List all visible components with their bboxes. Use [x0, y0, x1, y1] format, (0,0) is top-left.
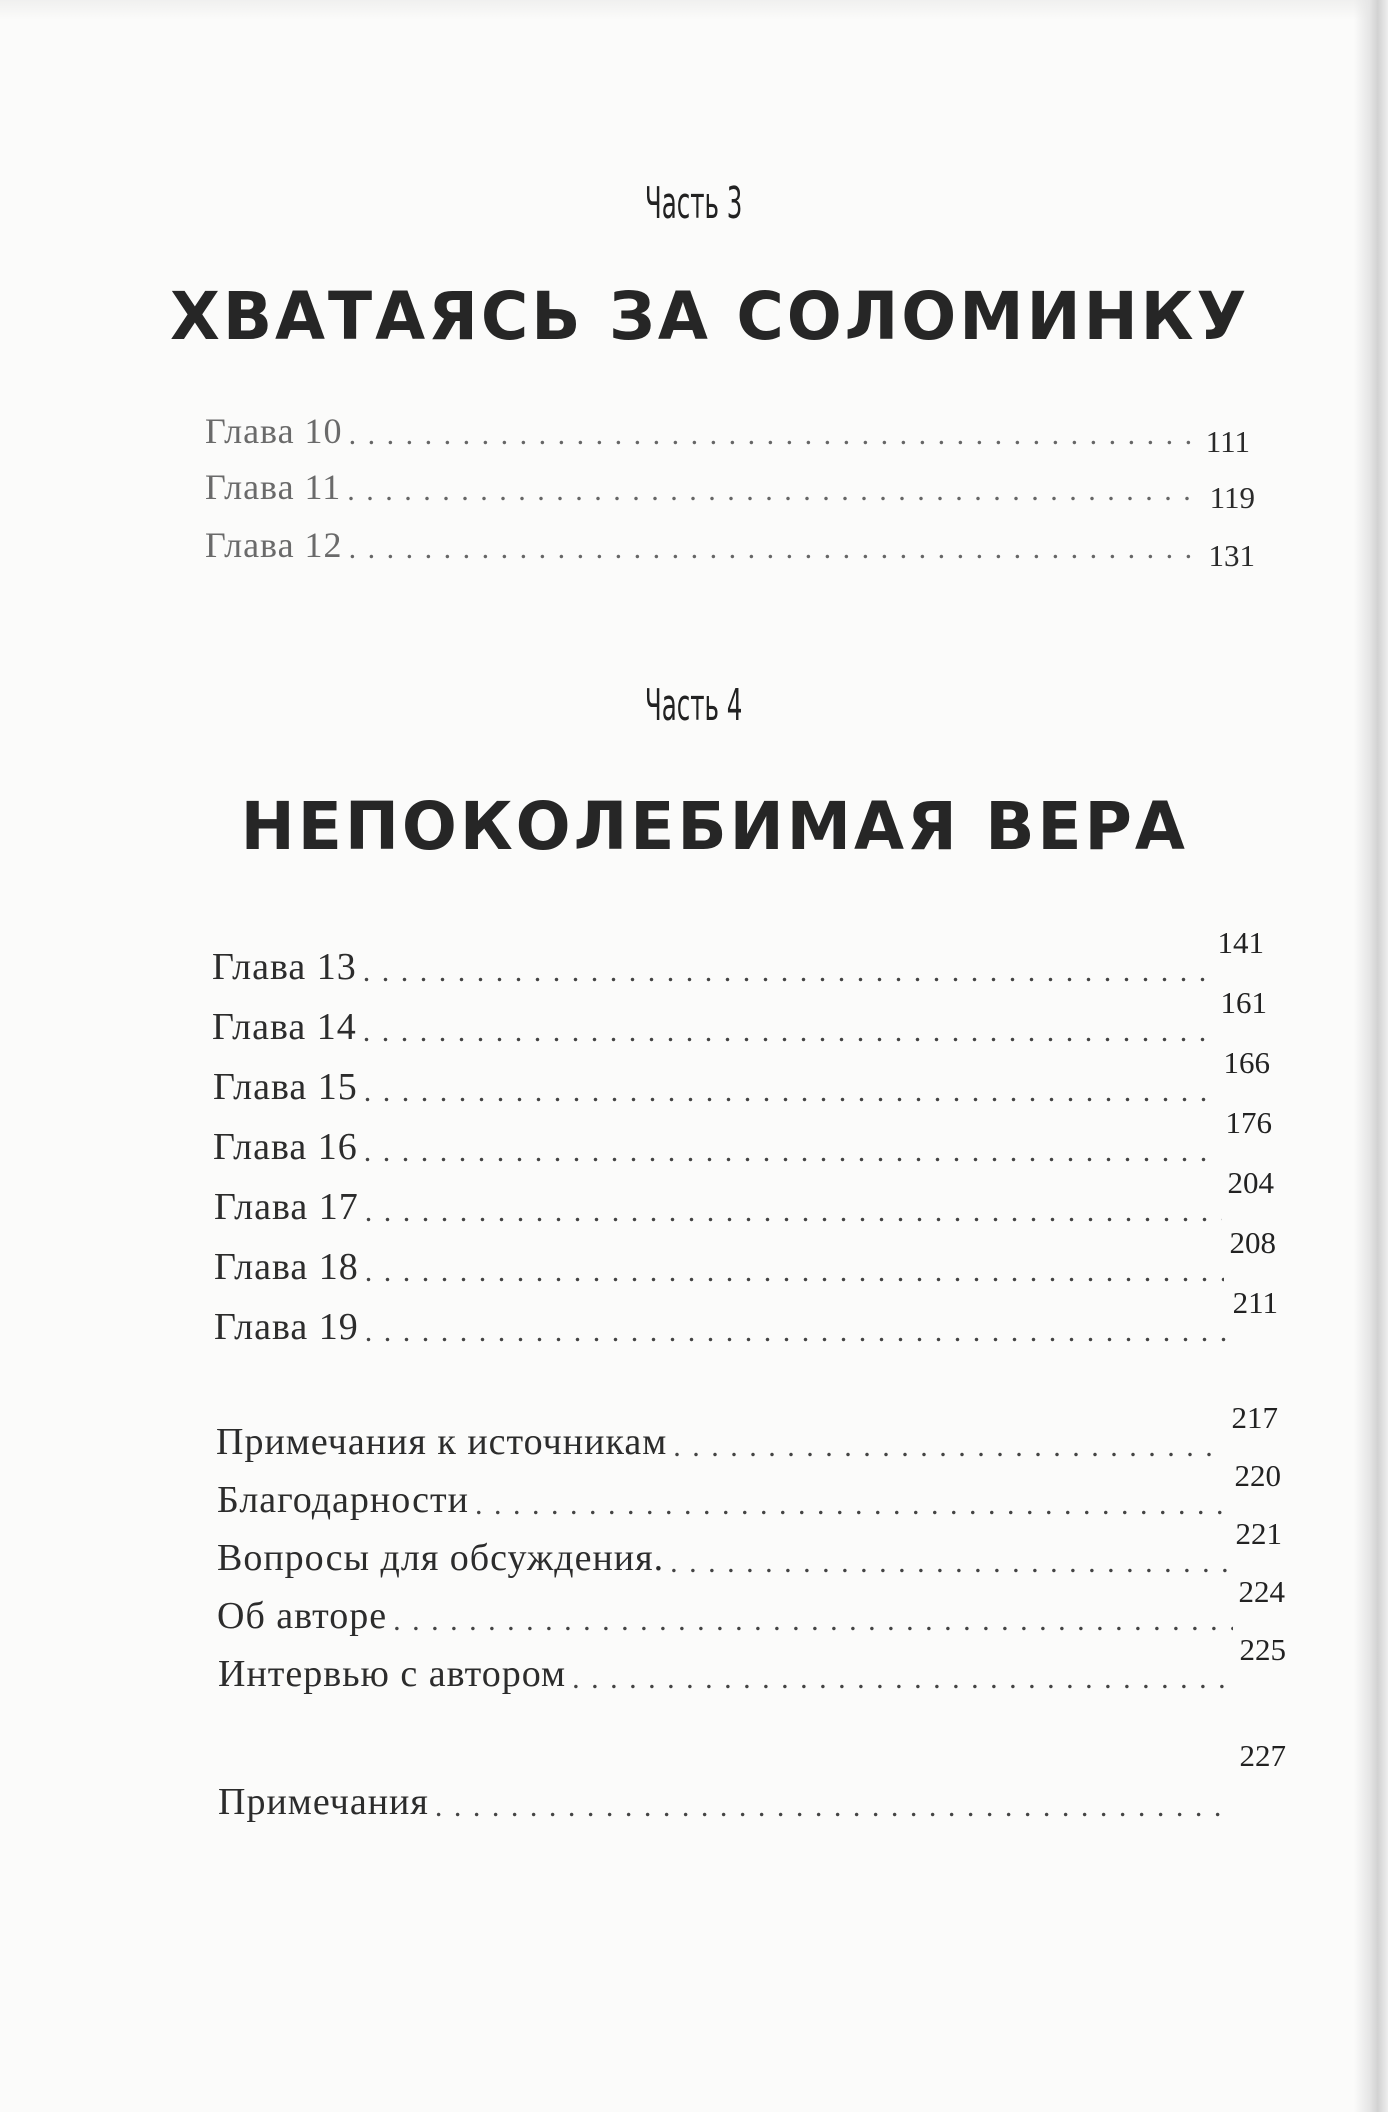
toc-leader-dots — [673, 1430, 1225, 1464]
toc-entry-label: Об авторе — [217, 1595, 388, 1637]
toc-entry-label: Глава 11 — [205, 467, 342, 507]
toc-leader-dots — [365, 1315, 1227, 1349]
part-4-label: Часть 4 — [645, 680, 743, 731]
part-4-title: НЕПОКОЛЕБИМАЯ ВЕРА — [240, 788, 1188, 865]
toc-leader-dots — [349, 418, 1200, 452]
toc-entry-page: 166 — [1223, 1045, 1270, 1080]
toc-entry-chapter-12[interactable] — [205, 524, 1255, 573]
toc-leader-dots — [363, 955, 1212, 989]
toc-entry-chapter-15[interactable] — [213, 1045, 1270, 1109]
toc-leader-dots — [364, 1075, 1218, 1109]
toc-entry-label: Примечания к источникам — [216, 1421, 668, 1463]
toc-entry-label: Вопросы для обсуждения. — [217, 1537, 665, 1579]
toc-entry-page: 220 — [1234, 1458, 1281, 1493]
part-3-title: ХВАТАЯСЬ ЗА СОЛОМИНКУ — [170, 278, 1250, 355]
part-4-title-row — [0, 788, 1388, 865]
toc-entry-label: Глава 13 — [212, 946, 357, 988]
toc-entry-chapter-14[interactable] — [212, 985, 1267, 1049]
toc-entry-page: 141 — [1217, 925, 1264, 960]
toc-leader-dots — [475, 1488, 1229, 1522]
toc-leader-dots — [365, 1255, 1224, 1289]
toc-entry-label: Глава 17 — [214, 1186, 359, 1228]
toc-entry-page: 204 — [1227, 1165, 1274, 1200]
toc-entry-label: Глава 19 — [214, 1306, 359, 1348]
toc-entry-page: 224 — [1238, 1574, 1285, 1609]
part-3-label: Часть 3 — [645, 178, 743, 229]
toc-entry-chapter-13[interactable] — [212, 925, 1264, 989]
part-3-label-row — [0, 178, 1388, 229]
toc-entry-chapter-10[interactable] — [205, 410, 1250, 459]
toc-entry-label: Примечания — [218, 1781, 429, 1823]
toc-entry-page: 131 — [1208, 538, 1255, 573]
toc-entry-label: Интервью с автором — [218, 1653, 567, 1695]
toc-leader-dots — [363, 1015, 1215, 1049]
toc-entry-chapter-17[interactable] — [214, 1165, 1274, 1229]
toc-entry-source-notes[interactable] — [216, 1400, 1278, 1464]
toc-entry-label: Благодарности — [217, 1479, 469, 1521]
toc-leader-dots — [347, 474, 1203, 508]
toc-entry-notes[interactable] — [218, 1738, 1286, 1824]
toc-entry-page: 225 — [1239, 1632, 1286, 1667]
toc-leader-dots — [670, 1546, 1229, 1580]
part-4-label-row — [0, 680, 1388, 731]
toc-entry-page: 208 — [1229, 1225, 1276, 1260]
toc-entry-page: 221 — [1235, 1516, 1282, 1551]
toc-entry-chapter-19[interactable] — [214, 1285, 1278, 1349]
toc-entry-label: Глава 12 — [205, 525, 343, 565]
toc-entry-discussion-questions[interactable] — [217, 1516, 1282, 1580]
toc-entry-author-interview[interactable] — [218, 1632, 1286, 1696]
toc-entry-page: 176 — [1225, 1105, 1272, 1140]
toc-leader-dots — [572, 1662, 1233, 1696]
toc-entry-page: 217 — [1231, 1400, 1278, 1435]
toc-leader-dots — [349, 532, 1203, 566]
toc-entry-page: 111 — [1205, 424, 1250, 459]
toc-entry-label: Глава 16 — [213, 1126, 358, 1168]
toc-entry-label: Глава 15 — [213, 1066, 358, 1108]
toc-entry-chapter-16[interactable] — [213, 1105, 1272, 1169]
toc-entry-page: 161 — [1220, 985, 1267, 1020]
toc-entry-label: Глава 14 — [212, 1006, 357, 1048]
toc-leader-dots — [435, 1790, 1234, 1824]
toc-entry-page: 227 — [1239, 1738, 1286, 1773]
part-3-title-row — [0, 278, 1388, 355]
toc-entry-about-author[interactable] — [217, 1574, 1285, 1638]
toc-entry-chapter-11[interactable] — [205, 466, 1255, 515]
toc-entry-label: Глава 18 — [214, 1246, 359, 1288]
toc-entry-page: 119 — [1209, 480, 1255, 515]
toc-entry-acknowledgements[interactable] — [217, 1458, 1281, 1522]
toc-leader-dots — [393, 1604, 1232, 1638]
page-top-shade — [0, 0, 1388, 20]
toc-leader-dots — [364, 1135, 1220, 1169]
toc-leader-dots — [365, 1195, 1222, 1229]
toc-entry-page: 211 — [1232, 1285, 1278, 1320]
toc-entry-label: Глава 10 — [205, 411, 343, 451]
toc-entry-chapter-18[interactable] — [214, 1225, 1276, 1289]
